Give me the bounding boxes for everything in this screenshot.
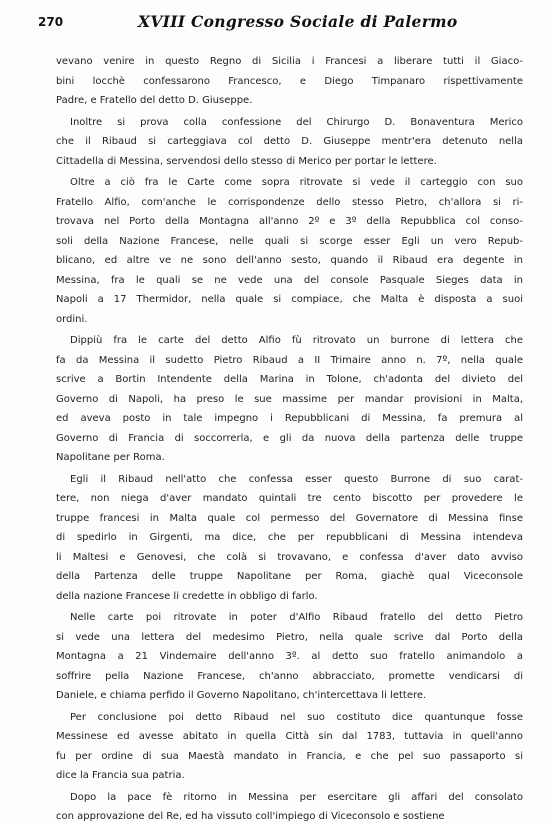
text-line: Egli il Ribaud nell'atto che confessa esser questo Burrone di suo carat- xyxy=(70,473,523,485)
text-line: Messinese ed avesse abitato in quella Città sin dal 1783, tuttavia in quell'anno xyxy=(56,731,523,742)
text-line: che il Ribaud si carteggiava col detto D. Giuseppe mentr'era detenuto nella xyxy=(56,136,523,147)
text-line: soffrire pella Nazione Francese, ch'anno abbracciato, promette vendicarsi di xyxy=(56,670,523,682)
text-line: della nazione Francese li credette in obbligo di farlo. xyxy=(56,590,318,602)
text-line: Per conclusione poi detto Ribaud nel suo costituto dice quantunque fosse xyxy=(70,711,523,723)
text-line: Napoli a 17 Thermidor, nella quale si compiace, che Malta è disposta a suoi xyxy=(56,294,523,305)
paragraph xyxy=(56,173,523,329)
page-header xyxy=(38,12,528,38)
text-line: Dopo la pace fè ritorno in Messina per esercitare gli affari del consolato xyxy=(70,791,523,803)
text-line: fu per ordine di sua Maestà mandato in Francia, e che pel suo passaporto si xyxy=(56,750,523,762)
text-line: Cittadella di Messina, servendosi dello stesso di Merico per portar le lettere. xyxy=(56,155,437,167)
text-line: Oltre a ciò fra le Carte come sopra ritrovate si vede il carteggio con suo xyxy=(70,177,523,188)
text-line: si vede una lettera del medesimo Pietro, nella quale scrive dal Porto della xyxy=(56,631,523,643)
text-line: di spedirlo in Girgenti, ma dice, che per repubblicani di Messina intendeva xyxy=(56,532,523,543)
text-line: Inoltre si prova colla confessione del Chirurgo D. Bonaventura Merico xyxy=(70,116,523,128)
paragraph xyxy=(56,52,523,111)
paragraph xyxy=(56,608,523,706)
text-line: trovava nel Porto della Montagna all'anno 2º e 3º della Repubblica col conso- xyxy=(56,216,523,227)
text-line: Nelle carte poi ritrovate in poter d'Alfio Ribaud fratello del detto Pietro xyxy=(70,612,523,623)
paragraph xyxy=(56,708,523,786)
text-line: li Maltesi e Genovesi, che colà si trovavano, e confessa d'aver dato avviso xyxy=(56,551,523,563)
text-line: Governo di Napoli, ha preso le sue massime per mandar provisioni in Malta, xyxy=(56,393,523,405)
paragraph xyxy=(56,331,523,468)
text-line: con approvazione del Re, ed ha vissuto coll'impiego di Viceconsolo e sostiene xyxy=(56,811,445,822)
text-line: fa da Messina il sudetto Pietro Ribaud a II Trimaire anno n. 7º, nella quale xyxy=(56,354,523,366)
text-line: Montagna a 21 Vindemaire dell'anno 3º. al detto suo fratello animandolo a xyxy=(56,651,523,662)
text-line: Messina, fra le quali se ne vede una del console Pasquale Sieges data in xyxy=(56,274,523,286)
text-line: tere, non niega d'aver mandato quintali tre cento biscotto per provedere le xyxy=(56,493,523,504)
paragraph xyxy=(56,470,523,607)
text-line: della Partenza delle truppe Napolitane per Roma, giachè qual Viceconsole xyxy=(56,571,523,582)
text-line: dice la Francia sua patria. xyxy=(56,770,185,781)
text-line: Governo di Francia di soccorrerla, e gli da nuova della partenza delle truppe xyxy=(56,432,523,444)
paragraph xyxy=(56,788,523,827)
paragraph xyxy=(56,113,523,172)
body-text xyxy=(56,52,523,829)
text-line: bini locchè confessarono Francesco, e Diego Timpanaro rispettivamente xyxy=(56,75,523,87)
text-line: scrive a Bortin Intendente della Marina in Tolone, ch'adonta del divieto del xyxy=(56,374,523,385)
text-line: Padre, e Fratello del detto D. Giuseppe. xyxy=(56,95,253,106)
text-line: ordini. xyxy=(56,313,88,325)
text-line: truppe francesi in Malta quale col permesso del Governatore di Messina finse xyxy=(56,512,523,524)
text-line: Fratello Alfio, com'anche le corrispondenze dello stesso Pietro, ch'allora si ri- xyxy=(56,196,523,208)
running-title: XVIII Congresso Sociale di Palermo xyxy=(138,12,458,31)
text-line: Daniele, e chiama perfido il Governo Napolitano, ch'intercettava li lettere. xyxy=(56,690,427,701)
text-line: vevano venire in questo Regno di Sicilia i Francesi a liberare tutti il Giaco- xyxy=(56,56,523,67)
text-line: Dippiù fra le carte del detto Alfio fù ritrovato un burrone di lettera che xyxy=(70,335,523,346)
text-line: Napolitane per Roma. xyxy=(56,452,165,463)
page-number: 270 xyxy=(38,15,64,29)
text-line: soli della Nazione Francese, nelle quali si scorge esser Egli un vero Repub- xyxy=(56,235,523,247)
text-line: ed aveva posto in tale impegno i Repubblicani di Messina, fa premura al xyxy=(56,413,523,424)
text-line: blicano, ed altre ve ne sono dell'anno sesto, quando il Ribaud era degente in xyxy=(56,255,523,266)
